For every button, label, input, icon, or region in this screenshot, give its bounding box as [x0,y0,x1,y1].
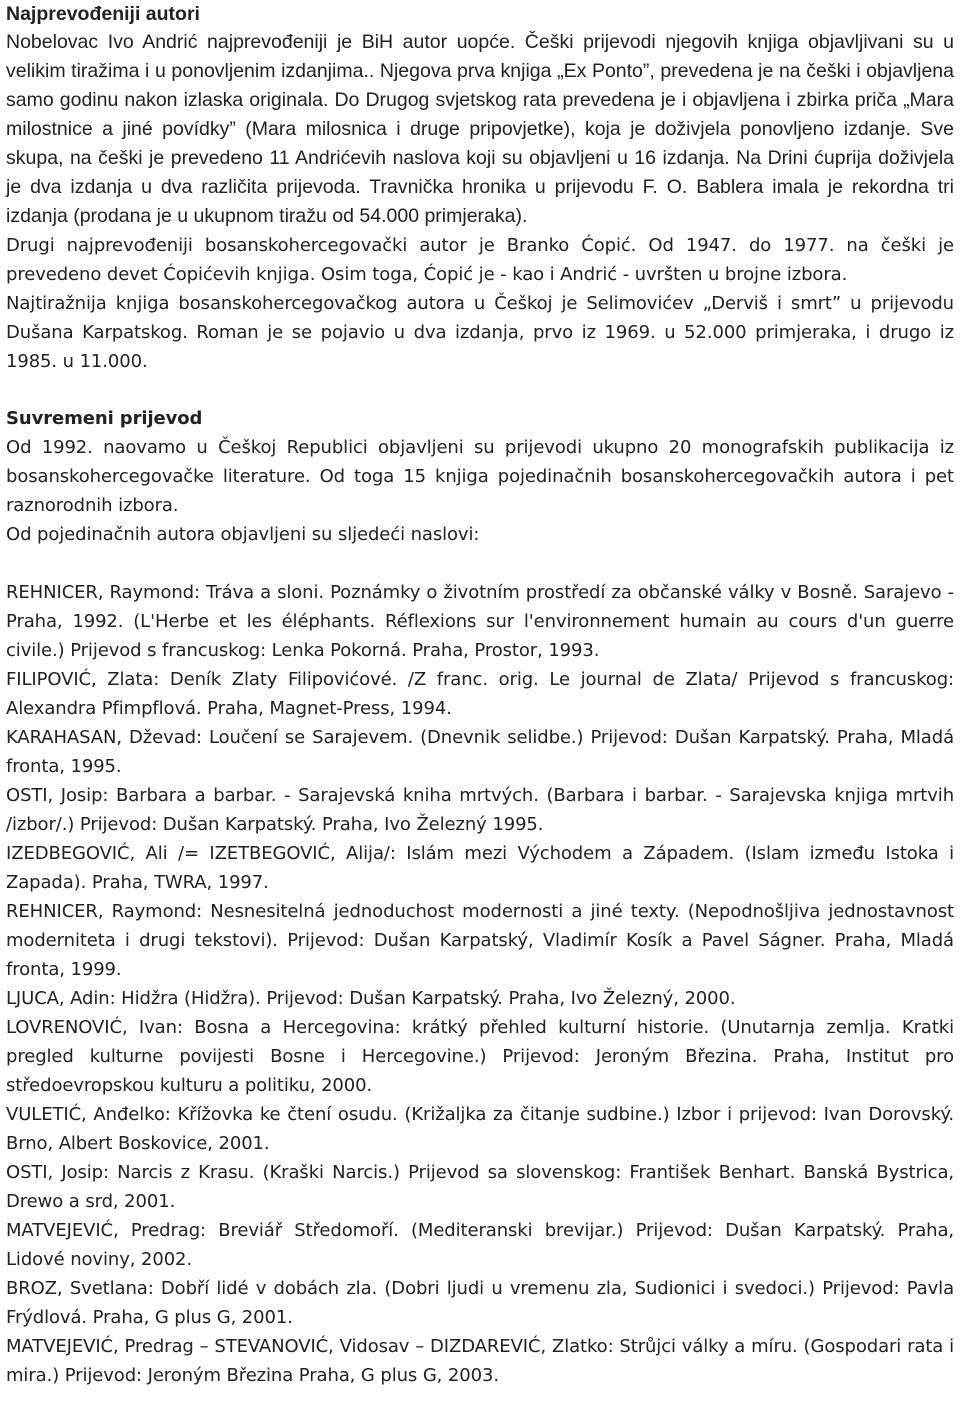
bibliography-entry: VULETIĆ, Anđelko: Křížovka ke čtení osudu. (Križaljka za čitanje sudbine.) Izbor i prijevod: Ivan Dorovský. Brno, Albert Boskovice, 2001. [6,1104,954,1154]
spacer [6,549,954,578]
bibliography-entry: LJUCA, Adin: Hidžra (Hidžra). Prijevod: Dušan Karpatský. Praha, Ivo Železný, 2000. [6,988,736,1009]
bibliography-entry: MATVEJEVIĆ, Predrag: Breviář Středomoří. (Mediteranski brevijar.) Prijevod: Dušan Karpatský. Praha, Lidové noviny, 2002. [6,1220,954,1270]
section-title: Suvremeni prijevod [6,408,203,429]
paragraph: Drugi najprevođeniji bosanskohercegovački autor je Branko Ćopić. Od 1947. do 1977. na češki je prevedeno devet Ćopićevih knjiga. Osim toga, Ćopić je - kao i Andrić - uvršten u brojne izbora. [6,235,954,285]
paragraph: Najtiražnija knjiga bosanskohercegovačkog autora u Češkoj je Selimovićev „Derviš i smrt” u prijevodu Dušana Karpatskog. Roman je se pojavio u dva izdanja, prvo iz 1969. u 52.000 primjeraka, i drugo iz 1985. u 11.000. [6,293,954,372]
paragraph: Nobelovac Ivo Andrić najprevođeniji je BiH autor uopće. Češki prijevodi njegovih knjiga objavljivani su u velikim tiražima i u ponovljenim izdanjima.. Njegova prva knjiga „Ex Ponto”, prevedena je na češki i objavljena samo godinu nakon izlaska originala. Do Drugog svjetskog rata prevedena je i objavljena i zbirka priča „Mara milostnice a jiné povídky” (Mara milosnica i druge pripovjetke), koja je doživjela ponovljeno izdanje. Sve skupa, na češki je prevedeno 11 Andrićevih naslova koji su objavljeni u 16 izdanja. Na Drini ćuprija doživjela je dva izdanja u dva različita prijevoda. Travnička hronika u prijevodu F. O. Bablera imala je rekordna tri izdanja (prodana je u ukupnom tiražu od 54.000 primjeraka). [6,31,954,227]
paragraph: Od 1992. naovamo u Češkoj Republici objavljeni su prijevodi ukupno 20 monografskih publikacija iz bosanskohercegovačke literature. Od toga 15 knjiga pojedinačnih bosanskohercegovačkih autora i pet raznorodnih izbora. [6,437,954,516]
bibliography-entry: KARAHASAN, Dževad: Loučení se Sarajevem. (Dnevnik selidbe.) Prijevod: Dušan Karpatský. Praha, Mladá fronta, 1995. [6,727,954,777]
bibliography-entry: BROZ, Svetlana: Dobří lidé v dobách zla. (Dobri ljudi u vremenu zla, Sudionici i svedoci.) Prijevod: Pavla Frýdlová. Praha, G plus G, 2001. [6,1278,954,1328]
spacer [6,376,954,405]
bibliography-entry: FILIPOVIĆ, Zlata: Deník Zlaty Filipovićové. /Z franc. orig. Le journal de Zlata/ Prijevod s francuskog: Alexandra Pfimpflová. Praha, Magnet-Press, 1994. [6,669,954,719]
paragraph: Od pojedinačnih autora objavljeni su sljedeći naslovi: [6,524,480,545]
bibliography-entry: REHNICER, Raymond: Nesnesitelná jednoduchost modernosti a jiné texty. (Nepodnošljiva jednostavnost moderniteta i drugi tekstovi). Prijevod: Dušan Karpatský, Vladimír Kosík a Pavel Ságner. Praha, Mladá fronta, 1999. [6,901,954,980]
bibliography-entry: IZEDBEGOVIĆ, Ali /= IZETBEGOVIĆ, Alija/: Islám mezi Východem a Západem. (Islam između Istoka i Zapada). Praha, TWRA, 1997. [6,843,954,893]
bibliography-entry: OSTI, Josip: Narcis z Krasu. (Kraški Narcis.) Prijevod sa slovenskog: František Benhart. Banská Bystrica, Drewo a srd, 2001. [6,1162,954,1212]
section-title: Najprevođeniji autori [6,3,200,25]
bibliography-entry: LOVRENOVIĆ, Ivan: Bosna a Hercegovina: krátký přehled kulturní historie. (Unutarnja zemlja. Kratki pregled kulturne povijesti Bosne i Hercegovine.) Prijevod: Jeroným Březina. Praha, Institut pro středoevropskou kulturu a politiku, 2000. [6,1017,954,1096]
bibliography-entry: MATVEJEVIĆ, Predrag – STEVANOVIĆ, Vidosav – DIZDAREVIĆ, Zlatko: Strůjci války a míru. (Gospodari rata i mira.) Prijevod: Jeroným Březina Praha, G plus G, 2003. [6,1336,954,1386]
bibliography-entry: REHNICER, Raymond: Tráva a sloni. Poznámky o životním prostředí za občanské války v Bosně. Sarajevo - Praha, 1992. (L'Herbe et les éléphants. Réflexions sur l'environnement humain au cours d'un guerre civile.) Prijevod s francuskog: Lenka Pokorná. Praha, Prostor, 1993. [6,582,954,661]
bibliography-entry: OSTI, Josip: Barbara a barbar. - Sarajevská kniha mrtvých. (Barbara i barbar. - Sarajevska knjiga mrtvih /izbor/.) Prijevod: Dušan Karpatský. Praha, Ivo Železný 1995. [6,785,954,835]
